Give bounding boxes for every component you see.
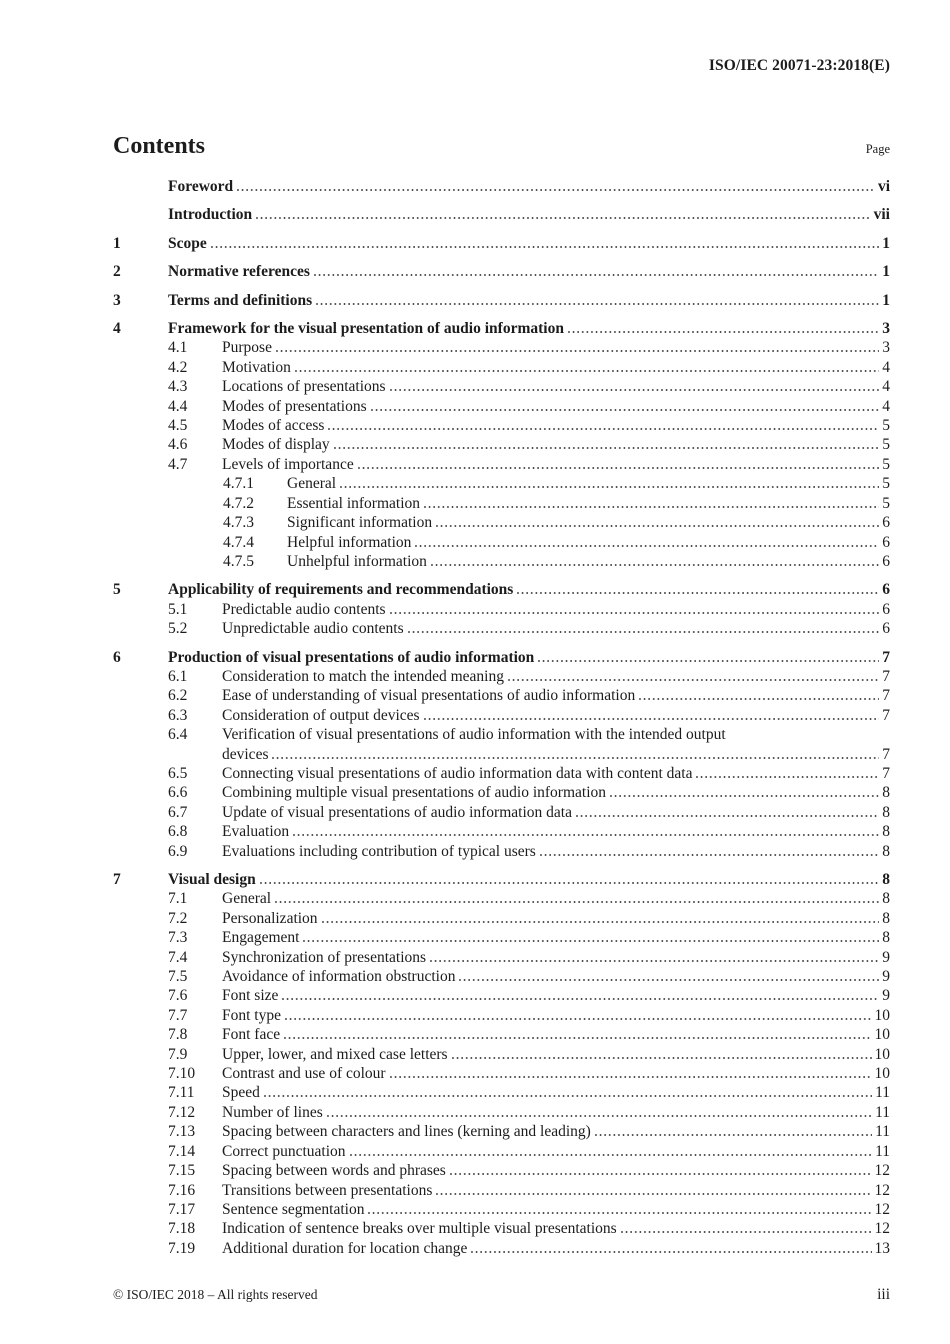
toc-entry [113,262,890,281]
toc-entry [113,1239,890,1258]
table-of-contents [113,177,890,1258]
toc-entry-number: 1 [113,234,121,252]
dot-leader [322,921,880,923]
dot-leader [371,409,880,411]
dot-leader [568,331,879,333]
toc-entry [113,552,890,571]
toc-entry-page: 4 [882,378,890,396]
toc-entry-title: Evaluation [222,823,290,841]
toc-entry-title: Transitions between presentations [222,1181,433,1199]
toc-entry-number: 6.4 [168,726,188,744]
toc-entry [113,234,890,253]
toc-entry-number: 4.7.1 [223,475,254,493]
toc-entry [113,803,890,822]
toc-entry-number: 6.8 [168,823,188,841]
dot-leader [450,1173,872,1175]
toc-entry [113,909,890,928]
toc-entry-title: Terms and definitions [168,291,313,309]
toc-entry-title: Consideration to match the intended meaning [222,667,504,685]
toc-entry-title: Unhelpful information [287,552,427,570]
toc-entry-title: Sentence segmentation [222,1200,365,1218]
toc-entry-title: Modes of display [222,436,330,454]
toc-entry-page: 5 [882,455,890,473]
contents-header [113,132,890,160]
toc-entry [113,435,890,454]
dot-leader [595,1134,872,1136]
toc-entry [113,783,890,802]
toc-entry [113,842,890,861]
dot-leader [303,940,879,942]
toc-entry [113,455,890,474]
toc-entry-title: Additional duration for location change [222,1239,468,1257]
toc-entry [113,580,890,599]
toc-entry-title: Speed [222,1084,260,1102]
toc-entry-title: Purpose [222,339,272,357]
dot-leader [368,1212,871,1214]
toc-entry [113,513,890,532]
toc-entry-title: Upper, lower, and mixed case letters [222,1045,448,1063]
toc-entry-page: 1 [882,291,890,309]
toc-entry-page: 12 [874,1162,890,1180]
toc-entry [113,377,890,396]
toc-entry-number: 7.15 [168,1162,196,1180]
toc-entry [113,648,890,667]
toc-entry-page: 6 [882,620,890,638]
toc-entry-number: 4.7.2 [223,494,254,512]
dot-leader [328,428,879,430]
toc-entry-page: 7 [882,764,890,782]
toc-entry-number: 5.2 [168,620,188,638]
toc-entry-number: 7.9 [168,1045,188,1063]
toc-entry [113,870,890,889]
toc-entry-title: Spacing between characters and lines (kerning and leading) [222,1123,591,1141]
dot-leader [284,1037,871,1039]
toc-entry-title: Locations of presentations [222,378,386,396]
toc-entry-title: Consideration of output devices [222,706,420,724]
toc-entry-number: 6.1 [168,667,188,685]
toc-entry-number: 7.11 [168,1084,195,1102]
dot-leader [424,718,880,720]
dot-leader [264,1095,872,1097]
dot-leader [211,246,880,248]
toc-entry [113,1064,890,1083]
toc-entry-title: Introduction [168,206,253,224]
toc-entry-page: 7 [882,706,890,724]
toc-entry-page: 10 [874,1065,890,1083]
toc-entry-page: 8 [882,871,890,888]
toc-entry [113,177,890,196]
dot-leader [452,1057,872,1059]
toc-entry-number: 7.13 [168,1123,196,1141]
dot-leader [350,1154,873,1156]
toc-entry [113,764,890,783]
toc-entry-page: 8 [882,823,890,841]
dot-leader [471,1251,871,1253]
toc-entry-number: 7.10 [168,1065,196,1083]
toc-entry-number: 7.16 [168,1181,196,1199]
toc-entry [113,1200,890,1219]
toc-entry-page: 13 [874,1239,890,1257]
dot-leader [639,698,879,700]
toc-entry-number: 6.9 [168,842,188,860]
toc-entry [113,986,890,1005]
toc-entry-page: 7 [882,687,890,705]
toc-entry [113,1083,890,1102]
toc-entry-number: 4.5 [168,417,188,435]
toc-entry-number: 4.7.5 [223,552,254,570]
toc-entry-page: 5 [882,494,890,512]
copyright-notice: © ISO/IEC 2018 – All rights reserved [113,1287,318,1302]
toc-entry-title: Normative references [168,263,310,281]
toc-entry-title: Spacing between words and phrases [222,1162,446,1180]
toc-entry [113,928,890,947]
toc-entry-page: 12 [874,1220,890,1238]
dot-leader [358,467,880,469]
toc-entry-title: General [222,890,272,908]
toc-entry-number: 3 [113,291,121,309]
dot-leader [508,679,879,681]
toc-entry-number: 7.6 [168,987,188,1005]
toc-entry-title: Unpredictable audio contents [222,620,404,638]
toc-entry-number: 4.2 [168,358,188,376]
toc-entry [113,667,890,686]
toc-entry [113,416,890,435]
toc-entry-page: 6 [882,533,890,551]
toc-entry-title: Modes of presentations [222,397,367,415]
toc-entry-title: Indication of sentence breaks over multiple visual presentations [222,1220,617,1238]
toc-entry [113,1045,890,1064]
toc-entry [113,319,890,338]
toc-entry-page: 8 [882,842,890,860]
toc-entry-title: Engagement [222,929,300,947]
dot-leader [459,979,879,981]
toc-entry-title: Applicability of requirements and recommendations [168,581,514,599]
toc-entry-page: 8 [882,784,890,802]
toc-entry-page: 6 [882,552,890,570]
dot-leader [696,776,879,778]
toc-entry-number: 7.18 [168,1220,196,1238]
toc-entry-title: Update of visual presentations of audio information data [222,803,572,821]
page-footer [113,1286,890,1304]
toc-entry-title: Production of visual presentations of audio information [168,648,535,666]
toc-entry-page: 7 [882,745,890,763]
toc-entry [113,533,890,552]
toc-entry [113,1103,890,1122]
toc-entry-page: 9 [882,948,890,966]
toc-entry-continuation [113,745,890,764]
dot-leader [272,757,879,759]
dot-leader [327,1115,872,1117]
toc-entry [113,358,890,377]
toc-entry-title: Essential information [287,494,421,512]
toc-entry-title: Connecting visual presentations of audio information data with content data [222,764,693,782]
toc-entry-page: 7 [882,648,890,666]
toc-entry-title: General [287,475,337,493]
toc-entry-title: Scope [168,234,207,252]
toc-entry-page: 10 [874,1006,890,1024]
dot-leader [295,370,879,372]
toc-entry [113,205,890,224]
toc-entry-number: 7.2 [168,909,188,927]
toc-entry-title: Personalization [222,909,318,927]
toc-entry-number: 7.4 [168,948,188,966]
dot-leader [430,960,879,962]
toc-entry-page: 10 [874,1026,890,1044]
dot-leader [390,1076,872,1078]
dot-leader [538,660,879,662]
toc-entry-page: 11 [875,1103,890,1121]
dot-leader [316,303,879,305]
toc-entry-page: vii [873,206,890,224]
toc-entry-number: 7.14 [168,1142,196,1160]
toc-entry-title: Avoidance of information obstruction [222,968,456,986]
toc-entry-page: 5 [882,475,890,493]
toc-entry-page: 5 [882,436,890,454]
toc-entry-number: 7.5 [168,968,188,986]
toc-entry-number: 6.7 [168,803,188,821]
toc-entry [113,1142,890,1161]
toc-entry-number: 4.3 [168,378,188,396]
toc-entry [113,948,890,967]
toc-entry [113,600,890,619]
toc-entry-title: Modes of access [222,417,325,435]
toc-entry-title: Ease of understanding of visual presentations of audio information [222,687,636,705]
toc-entry-title: Font face [222,1026,281,1044]
toc-entry-page: 10 [874,1045,890,1063]
toc-entry-page: 8 [882,890,890,908]
toc-entry [113,1219,890,1238]
toc-entry-number: 7.19 [168,1239,196,1257]
toc-entry-number: 7.17 [168,1200,196,1218]
dot-leader [293,834,879,836]
toc-entry-page: 1 [882,263,890,281]
toc-entry [113,474,890,493]
toc-entry-title: devices [222,745,269,763]
toc-entry-page: vi [877,178,890,195]
toc-entry-title: Foreword [168,178,234,195]
toc-entry [113,1006,890,1025]
dot-leader [285,1018,872,1020]
dot-leader [340,486,879,488]
toc-entry-number: 7.7 [168,1006,188,1024]
dot-leader [282,998,879,1000]
dot-leader [436,525,879,527]
toc-entry [113,686,890,705]
toc-entry-page: 8 [882,909,890,927]
toc-entry-page: 4 [882,397,890,415]
toc-entry-number: 7.12 [168,1103,196,1121]
toc-entry-page: 9 [882,987,890,1005]
dot-leader [314,274,879,276]
toc-entry-page: 6 [882,581,890,599]
toc-entry-title: Contrast and use of colour [222,1065,386,1083]
toc-entry [113,494,890,513]
toc-entry-page: 1 [882,234,890,252]
dot-leader [621,1231,872,1233]
toc-entry-number: 4.1 [168,339,188,357]
toc-entry-page: 11 [875,1123,890,1141]
toc-entry-title: Motivation [222,358,291,376]
dot-leader [517,592,879,594]
toc-entry [113,619,890,638]
toc-entry-number: 2 [113,263,121,281]
toc-entry-number: 6.3 [168,706,188,724]
toc-entry-title: Font type [222,1006,281,1024]
toc-entry-title: Number of lines [222,1103,323,1121]
toc-entry-number: 4 [113,320,121,338]
toc-entry-page: 12 [874,1181,890,1199]
toc-entry-number: 5.1 [168,600,188,618]
toc-entry-page: 8 [882,929,890,947]
toc-entry-number: 7 [113,871,121,888]
toc-entry-title: Levels of importance [222,455,354,473]
toc-entry-number: 7.3 [168,929,188,947]
toc-entry-number: 6 [113,648,121,666]
toc-entry-title: Combining multiple visual presentations of audio information [222,784,607,802]
dot-leader [436,1193,871,1195]
toc-entry-number: 6.5 [168,764,188,782]
toc-entry [113,291,890,310]
toc-entry [113,1181,890,1200]
toc-entry-page: 11 [875,1142,890,1160]
toc-entry [113,1122,890,1141]
toc-entry-number: 7.8 [168,1026,188,1044]
toc-entry-page: 8 [882,803,890,821]
toc-entry-number: 6.6 [168,784,188,802]
toc-entry-page: 7 [882,667,890,685]
dot-leader [390,389,880,391]
toc-entry-page: 3 [882,320,890,338]
toc-entry [113,967,890,986]
toc-entry [113,889,890,908]
document-reference: ISO/IEC 20071-23:2018(E) [708,57,890,74]
dot-leader [256,217,871,219]
toc-entry-number: 4.7.4 [223,533,254,551]
dot-leader [260,882,880,884]
toc-entry [113,1161,890,1180]
dot-leader [390,612,880,614]
dot-leader [610,795,879,797]
dot-leader [276,350,879,352]
toc-entry-number: 5 [113,581,121,599]
toc-entry [113,822,890,841]
dot-leader [576,815,879,817]
toc-entry [113,338,890,357]
toc-entry [113,1025,890,1044]
toc-entry-number: 6.2 [168,687,188,705]
toc-entry [113,706,890,725]
toc-entry [113,725,890,744]
toc-entry-page: 11 [875,1084,890,1102]
toc-entry-title: Framework for the visual presentation of audio information [168,320,564,338]
dot-leader [424,506,879,508]
toc-entry-title: Correct punctuation [222,1142,346,1160]
toc-entry-page: 3 [882,339,890,357]
dot-leader [237,189,875,191]
toc-entry-page: 12 [874,1200,890,1218]
toc-entry-number: 4.6 [168,436,188,454]
toc-entry-title: Synchronization of presentations [222,948,427,966]
toc-entry-page: 6 [882,600,890,618]
toc-entry-number: 4.4 [168,397,188,415]
toc-entry-title: Verification of visual presentations of audio information with the intended output [222,726,726,744]
toc-entry-title: Visual design [168,871,256,888]
toc-entry-title: Evaluations including contribution of typical users [222,842,536,860]
dot-leader [275,901,879,903]
toc-entry-title: Font size [222,987,279,1005]
toc-entry-title: Predictable audio contents [222,600,386,618]
dot-leader [431,564,879,566]
dot-leader [334,447,880,449]
toc-entry-number: 4.7 [168,455,188,473]
dot-leader [408,631,880,633]
dot-leader [415,545,879,547]
toc-entry-title: Significant information [287,514,433,532]
dot-leader [540,854,879,856]
page-title: Contents [113,133,206,159]
toc-entry-page: 5 [882,417,890,435]
toc-entry-number: 4.7.3 [223,514,254,532]
toc-entry-page: 9 [882,968,890,986]
toc-entry-page: 6 [882,514,890,532]
page-column-label: Page [865,142,890,156]
toc-entry-title: Helpful information [287,533,412,551]
page-number: iii [877,1286,890,1303]
toc-entry [113,397,890,416]
toc-entry-number: 7.1 [168,890,188,908]
toc-entry-page: 4 [882,358,890,376]
